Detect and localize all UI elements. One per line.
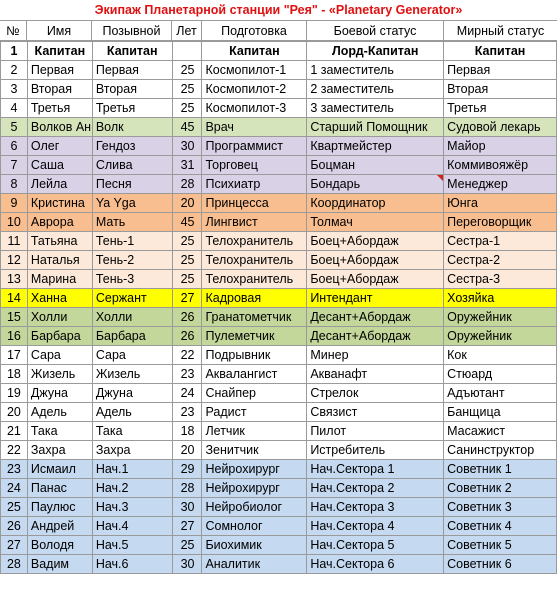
row-number-cell[interactable]: 8	[1, 175, 28, 194]
table-row	[1, 137, 557, 156]
age-cell[interactable]: 20	[172, 194, 202, 213]
age-cell[interactable]: 23	[172, 365, 202, 384]
row-number-cell[interactable]: 22	[1, 441, 28, 460]
peace-status-cell[interactable]: Банщица	[444, 403, 557, 422]
callsign-cell[interactable]: Нач.3	[92, 498, 172, 517]
age-cell[interactable]: 31	[172, 156, 202, 175]
peace-status-cell[interactable]: Сестра-1	[444, 232, 557, 251]
combat-status-cell[interactable]: Истребитель	[307, 441, 444, 460]
table-row	[1, 251, 557, 270]
age-cell[interactable]: 25	[172, 270, 202, 289]
callsign-cell[interactable]: Гендоз	[92, 137, 172, 156]
row-number-cell[interactable]: 13	[1, 270, 28, 289]
table-row	[1, 175, 557, 194]
training-cell[interactable]: Капитан	[202, 42, 307, 61]
training-cell[interactable]: Подрывник	[202, 346, 307, 365]
table-row	[1, 327, 557, 346]
name-cell[interactable]: Наталья	[27, 251, 92, 270]
training-cell[interactable]: Аналитик	[202, 555, 307, 574]
row-number-cell[interactable]: 1	[1, 42, 28, 61]
training-cell[interactable]: Лингвист	[202, 213, 307, 232]
training-cell[interactable]: Программист	[202, 137, 307, 156]
name-cell[interactable]: Володя	[27, 536, 92, 555]
table-row	[1, 384, 557, 403]
peace-status-cell[interactable]: Юнга	[444, 194, 557, 213]
training-cell[interactable]: Телохранитель	[202, 270, 307, 289]
combat-status-cell[interactable]: 3 заместитель	[307, 99, 444, 118]
table-row	[1, 555, 557, 574]
table-row	[1, 194, 557, 213]
combat-status-cell[interactable]: Пилот	[307, 422, 444, 441]
age-cell[interactable]: 27	[172, 517, 202, 536]
row-number-cell[interactable]: 20	[1, 403, 28, 422]
callsign-cell[interactable]: Нач.4	[92, 517, 172, 536]
training-cell[interactable]: Биохимик	[202, 536, 307, 555]
table-row	[1, 80, 557, 99]
peace-status-cell[interactable]: Советник 2	[444, 479, 557, 498]
peace-status-cell[interactable]: Хозяйка	[444, 289, 557, 308]
training-cell[interactable]: Нейрохирург	[202, 460, 307, 479]
column-header-row	[0, 21, 557, 41]
column-header-callsign[interactable]: Позывной	[92, 21, 172, 41]
combat-status-cell[interactable]: Стрелок	[307, 384, 444, 403]
row-number-cell[interactable]: 21	[1, 422, 28, 441]
combat-status-cell[interactable]: Толмач	[307, 213, 444, 232]
training-cell[interactable]: Радист	[202, 403, 307, 422]
age-cell[interactable]: 25	[172, 251, 202, 270]
peace-status-cell[interactable]: Третья	[444, 99, 557, 118]
table-row	[1, 289, 557, 308]
callsign-cell[interactable]: Ya Yga	[92, 194, 172, 213]
name-cell[interactable]: Вадим	[27, 555, 92, 574]
training-cell[interactable]: Нейрохирург	[202, 479, 307, 498]
name-cell[interactable]: Аврора	[27, 213, 92, 232]
crew-table-body	[1, 42, 557, 574]
combat-status-cell[interactable]: Квартмейстер	[307, 137, 444, 156]
callsign-cell[interactable]: Волк	[92, 118, 172, 137]
age-cell[interactable]: 26	[172, 308, 202, 327]
combat-status-cell[interactable]: 2 заместитель	[307, 80, 444, 99]
callsign-cell[interactable]: Сержант	[92, 289, 172, 308]
peace-status-cell[interactable]: Адъютант	[444, 384, 557, 403]
age-cell[interactable]: 27	[172, 289, 202, 308]
row-number-cell[interactable]: 15	[1, 308, 28, 327]
age-cell[interactable]: 26	[172, 327, 202, 346]
row-number-cell[interactable]: 11	[1, 232, 28, 251]
row-number-cell[interactable]: 17	[1, 346, 28, 365]
training-cell[interactable]: Аквалангист	[202, 365, 307, 384]
row-number-cell[interactable]: 28	[1, 555, 28, 574]
callsign-cell[interactable]: Тень-3	[92, 270, 172, 289]
row-number-cell[interactable]: 26	[1, 517, 28, 536]
training-cell[interactable]: Снайпер	[202, 384, 307, 403]
combat-status-cell[interactable]: Нач.Сектора 3	[307, 498, 444, 517]
age-cell[interactable]: 25	[172, 99, 202, 118]
age-cell[interactable]: 28	[172, 479, 202, 498]
table-row	[1, 403, 557, 422]
combat-status-cell[interactable]: Акванафт	[307, 365, 444, 384]
combat-status-cell[interactable]: Лорд-Капитан	[307, 42, 444, 61]
peace-status-cell[interactable]: Переговорщик	[444, 213, 557, 232]
combat-status-cell[interactable]: Минер	[307, 346, 444, 365]
callsign-cell[interactable]: Джуна	[92, 384, 172, 403]
table-row	[1, 118, 557, 137]
table-row	[1, 346, 557, 365]
peace-status-cell[interactable]: Кок	[444, 346, 557, 365]
row-number-cell[interactable]: 10	[1, 213, 28, 232]
sheet-title[interactable]: Экипаж Планетарной станции "Рея" - «Planetary Generator»	[0, 0, 557, 21]
combat-status-cell[interactable]: Интендант	[307, 289, 444, 308]
name-cell[interactable]: Ханна	[27, 289, 92, 308]
name-cell[interactable]: Олег	[27, 137, 92, 156]
table-row	[1, 479, 557, 498]
training-cell[interactable]: Врач	[202, 118, 307, 137]
peace-status-cell[interactable]: Советник 4	[444, 517, 557, 536]
name-cell[interactable]: Исмаил	[27, 460, 92, 479]
table-row	[1, 270, 557, 289]
callsign-cell[interactable]: Жизель	[92, 365, 172, 384]
peace-status-cell[interactable]: Масажист	[444, 422, 557, 441]
row-number-cell[interactable]: 27	[1, 536, 28, 555]
combat-status-cell[interactable]: Боец+Абордаж	[307, 232, 444, 251]
row-number-cell[interactable]: 9	[1, 194, 28, 213]
callsign-cell[interactable]: Третья	[92, 99, 172, 118]
row-number-cell[interactable]: 18	[1, 365, 28, 384]
peace-status-cell[interactable]: Первая	[444, 61, 557, 80]
row-number-cell[interactable]: 24	[1, 479, 28, 498]
row-number-cell[interactable]: 5	[1, 118, 28, 137]
name-cell[interactable]: Паулюс	[27, 498, 92, 517]
peace-status-cell[interactable]: Советник 5	[444, 536, 557, 555]
age-cell[interactable]: 25	[172, 61, 202, 80]
peace-status-cell[interactable]: Майор	[444, 137, 557, 156]
name-cell[interactable]: Волков Ан	[27, 118, 92, 137]
peace-status-cell[interactable]: Оружейник	[444, 308, 557, 327]
row-number-cell[interactable]: 12	[1, 251, 28, 270]
combat-status-cell[interactable]: Боцман	[307, 156, 444, 175]
age-cell[interactable]: 23	[172, 403, 202, 422]
peace-status-cell[interactable]: Стюард	[444, 365, 557, 384]
name-cell[interactable]: Саша	[27, 156, 92, 175]
table-row	[1, 422, 557, 441]
peace-status-cell[interactable]: Советник 3	[444, 498, 557, 517]
training-cell[interactable]: Торговец	[202, 156, 307, 175]
row-number-cell[interactable]: 4	[1, 99, 28, 118]
combat-status-cell[interactable]: Боец+Абордаж	[307, 270, 444, 289]
training-cell[interactable]: Космопилот-3	[202, 99, 307, 118]
training-cell[interactable]: Космопилот-2	[202, 80, 307, 99]
callsign-cell[interactable]: Тень-1	[92, 232, 172, 251]
table-row	[1, 441, 557, 460]
peace-status-cell[interactable]: Санинструктор	[444, 441, 557, 460]
age-cell[interactable]	[172, 42, 202, 61]
table-row	[1, 42, 557, 61]
callsign-cell[interactable]: Холли	[92, 308, 172, 327]
row-number-cell[interactable]: 19	[1, 384, 28, 403]
age-cell[interactable]: 24	[172, 384, 202, 403]
combat-status-cell[interactable]: Нач.Сектора 2	[307, 479, 444, 498]
training-cell[interactable]: Телохранитель	[202, 232, 307, 251]
name-cell[interactable]: Жизель	[27, 365, 92, 384]
row-number-cell[interactable]: 6	[1, 137, 28, 156]
callsign-cell[interactable]: Нач.1	[92, 460, 172, 479]
name-cell[interactable]: Вторая	[27, 80, 92, 99]
combat-status-cell[interactable]: Боец+Абордаж	[307, 251, 444, 270]
age-cell[interactable]: 29	[172, 460, 202, 479]
peace-status-cell[interactable]: Советник 1	[444, 460, 557, 479]
peace-status-cell[interactable]: Капитан	[444, 42, 557, 61]
row-number-cell[interactable]: 16	[1, 327, 28, 346]
table-row	[1, 536, 557, 555]
combat-status-cell[interactable]: Нач.Сектора 6	[307, 555, 444, 574]
table-row	[1, 460, 557, 479]
peace-status-cell[interactable]: Менеджер	[444, 175, 557, 194]
name-cell[interactable]: Адель	[27, 403, 92, 422]
age-cell[interactable]: 25	[172, 232, 202, 251]
row-number-cell[interactable]: 3	[1, 80, 28, 99]
peace-status-cell[interactable]: Коммивояжёр	[444, 156, 557, 175]
combat-status-cell[interactable]: Десант+Абордаж	[307, 308, 444, 327]
name-cell[interactable]: Татьяна	[27, 232, 92, 251]
age-cell[interactable]: 20	[172, 441, 202, 460]
training-cell[interactable]: Космопилот-1	[202, 61, 307, 80]
row-number-cell[interactable]: 7	[1, 156, 28, 175]
table-row	[1, 61, 557, 80]
name-cell[interactable]: Капитан	[27, 42, 92, 61]
name-cell[interactable]: Третья	[27, 99, 92, 118]
callsign-cell[interactable]: Капитан	[92, 42, 172, 61]
column-header-combat-status[interactable]: Боевой статус	[307, 21, 444, 41]
table-row	[1, 498, 557, 517]
peace-status-cell[interactable]: Сестра-3	[444, 270, 557, 289]
name-cell[interactable]: Андрей	[27, 517, 92, 536]
combat-status-cell[interactable]: Нач.Сектора 5	[307, 536, 444, 555]
callsign-cell[interactable]: Мать	[92, 213, 172, 232]
name-cell[interactable]: Кристина	[27, 194, 92, 213]
callsign-cell[interactable]: Нач.2	[92, 479, 172, 498]
callsign-cell[interactable]: Нач.5	[92, 536, 172, 555]
training-cell[interactable]: Летчик	[202, 422, 307, 441]
training-cell[interactable]: Сомнолог	[202, 517, 307, 536]
table-row	[1, 213, 557, 232]
table-row	[1, 232, 557, 251]
name-cell[interactable]: Така	[27, 422, 92, 441]
training-cell[interactable]: Принцесса	[202, 194, 307, 213]
callsign-cell[interactable]: Первая	[92, 61, 172, 80]
column-header-age[interactable]: Лет	[172, 21, 202, 41]
peace-status-cell[interactable]: Оружейник	[444, 327, 557, 346]
callsign-cell[interactable]: Сара	[92, 346, 172, 365]
callsign-cell[interactable]: Слива	[92, 156, 172, 175]
training-cell[interactable]: Психиатр	[202, 175, 307, 194]
name-cell[interactable]: Барбара	[27, 327, 92, 346]
callsign-cell[interactable]: Адель	[92, 403, 172, 422]
callsign-cell[interactable]: Вторая	[92, 80, 172, 99]
training-cell[interactable]: Пулеметчик	[202, 327, 307, 346]
training-cell[interactable]: Телохранитель	[202, 251, 307, 270]
combat-status-cell[interactable]: Нач.Сектора 1	[307, 460, 444, 479]
name-cell[interactable]: Сара	[27, 346, 92, 365]
name-cell[interactable]: Холли	[27, 308, 92, 327]
peace-status-cell[interactable]: Советник 6	[444, 555, 557, 574]
crew-table	[0, 41, 557, 574]
combat-status-cell[interactable]: 1 заместитель	[307, 61, 444, 80]
table-row	[1, 308, 557, 327]
callsign-cell[interactable]: Нач.6	[92, 555, 172, 574]
column-header-training[interactable]: Подготовка	[202, 21, 307, 41]
name-cell[interactable]: Джуна	[27, 384, 92, 403]
name-cell[interactable]: Панас	[27, 479, 92, 498]
callsign-cell[interactable]: Тень-2	[92, 251, 172, 270]
training-cell[interactable]: Зенитчик	[202, 441, 307, 460]
age-cell[interactable]: 30	[172, 498, 202, 517]
row-number-cell[interactable]: 2	[1, 61, 28, 80]
name-cell[interactable]: Марина	[27, 270, 92, 289]
age-cell[interactable]: 25	[172, 536, 202, 555]
training-cell[interactable]: Гранатометчик	[202, 308, 307, 327]
row-number-cell[interactable]: 23	[1, 460, 28, 479]
table-row	[1, 517, 557, 536]
name-cell[interactable]: Лейла	[27, 175, 92, 194]
callsign-cell[interactable]: Барбара	[92, 327, 172, 346]
age-cell[interactable]: 30	[172, 555, 202, 574]
training-cell[interactable]: Кадровая	[202, 289, 307, 308]
combat-status-cell[interactable]: Нач.Сектора 4	[307, 517, 444, 536]
age-cell[interactable]: 28	[172, 175, 202, 194]
age-cell[interactable]: 18	[172, 422, 202, 441]
peace-status-cell[interactable]: Судовой лекарь	[444, 118, 557, 137]
callsign-cell[interactable]: Захра	[92, 441, 172, 460]
age-cell[interactable]: 25	[172, 80, 202, 99]
training-cell[interactable]: Нейробиолог	[202, 498, 307, 517]
name-cell[interactable]: Захра	[27, 441, 92, 460]
table-row	[1, 156, 557, 175]
name-cell[interactable]: Первая	[27, 61, 92, 80]
column-header-peace-status[interactable]: Мирный статус	[444, 21, 557, 41]
column-header-name[interactable]: Имя	[27, 21, 92, 41]
callsign-cell[interactable]: Така	[92, 422, 172, 441]
callsign-cell[interactable]: Песня	[92, 175, 172, 194]
peace-status-cell[interactable]: Вторая	[444, 80, 557, 99]
age-cell[interactable]: 22	[172, 346, 202, 365]
table-row	[1, 99, 557, 118]
row-number-cell[interactable]: 25	[1, 498, 28, 517]
table-row	[1, 365, 557, 384]
column-header-number[interactable]: №	[0, 21, 27, 41]
combat-status-cell[interactable]: Координатор	[307, 194, 444, 213]
age-cell[interactable]: 45	[172, 213, 202, 232]
row-number-cell[interactable]: 14	[1, 289, 28, 308]
combat-status-cell[interactable]: Десант+Абордаж	[307, 327, 444, 346]
age-cell[interactable]: 30	[172, 137, 202, 156]
age-cell[interactable]: 45	[172, 118, 202, 137]
combat-status-cell[interactable]: Старший Помощник	[307, 118, 444, 137]
combat-status-cell[interactable]: Бондарь	[307, 175, 444, 194]
combat-status-cell[interactable]: Связист	[307, 403, 444, 422]
peace-status-cell[interactable]: Сестра-2	[444, 251, 557, 270]
